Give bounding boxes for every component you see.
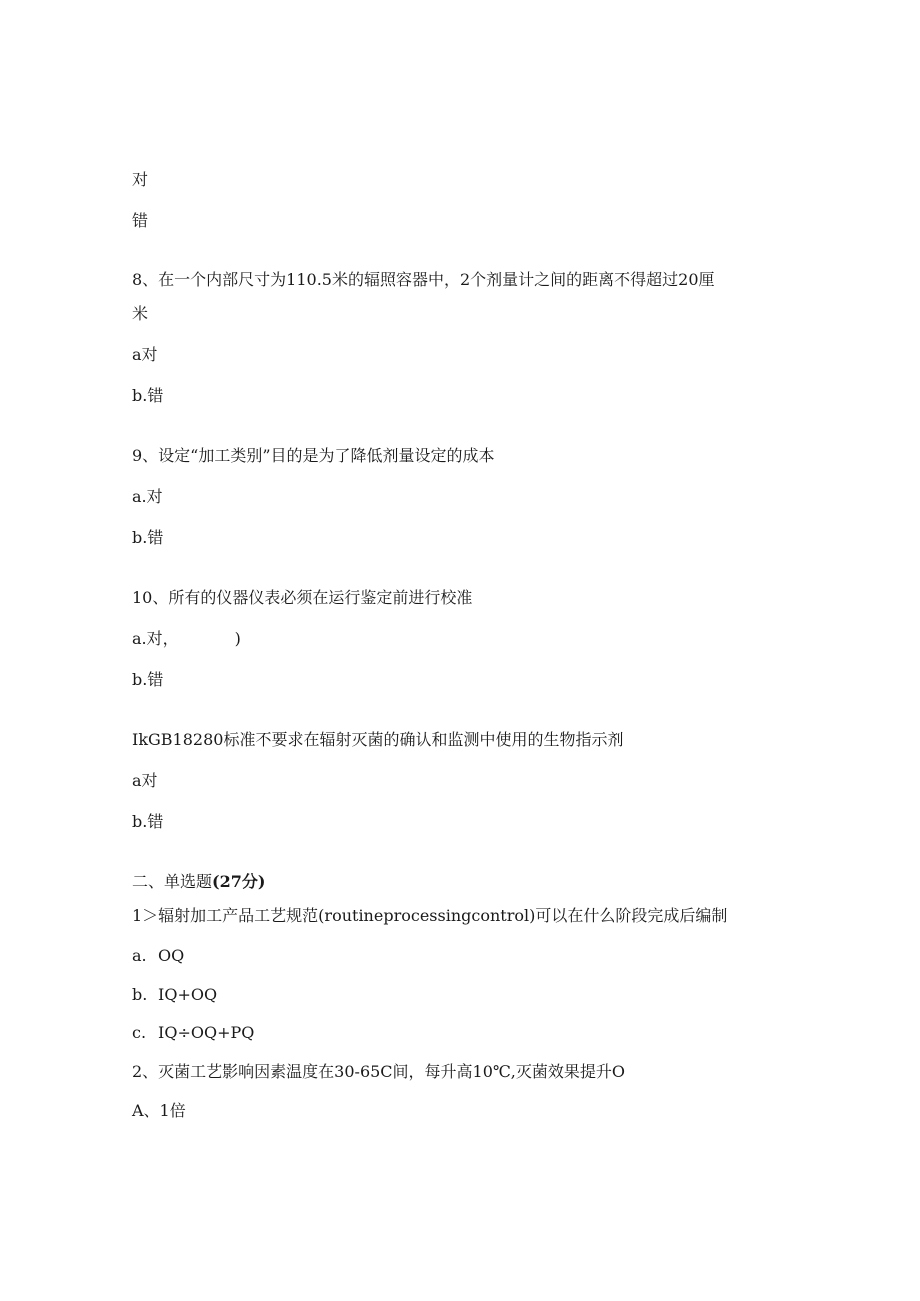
s2-question-2-text: 2、灭菌工艺影响因素温度在30-65C间，每升高10℃,灭菌效果提升O — [132, 1062, 626, 1081]
question-9-option-b: b.错 — [132, 528, 164, 547]
question-8-text: 8、在一个内部尺寸为110.5米的辐照容器中，2个剂量计之间的距离不得超过20厘 — [132, 270, 715, 289]
question-10-option-b: b.错 — [132, 670, 164, 689]
s2-question-1-option-a — [132, 946, 184, 966]
option-text: IQ÷OQ+PQ — [158, 1023, 255, 1042]
question-11-option-a: a对 — [132, 771, 158, 790]
question-8-option-b: b.错 — [132, 386, 164, 405]
s2-question-1-option-c — [132, 1023, 254, 1043]
question-10-option-a-paren: ) — [234, 629, 241, 648]
question-10-text: 10、所有的仪器仪表必须在运行鉴定前进行校准 — [132, 588, 473, 607]
option-true: 对 — [132, 170, 149, 189]
question-8-option-a: a对 — [132, 345, 158, 364]
option-letter: a. — [132, 946, 147, 965]
question-10-option-a-label: a.对， — [132, 629, 171, 648]
option-letter: b. — [132, 985, 148, 1004]
question-9-text: 9、设定“加工类别”目的是为了降低剂量设定的成本 — [132, 446, 495, 465]
option-text: IQ+OQ — [158, 985, 218, 1004]
question-11-text: IkGB18280标准不要求在辐射灭菌的确认和监测中使用的生物指示剂 — [132, 730, 624, 749]
section-2-title — [132, 872, 265, 892]
section-2-title-text: 二、单选题 — [132, 872, 213, 891]
section-2-score: (27分) — [212, 872, 266, 891]
question-9-option-a: a.对 — [132, 487, 163, 506]
question-11-option-b: b.错 — [132, 812, 164, 831]
s2-question-1-text: 1＞辐射加工产品工艺规范(routineprocessingcontrol)可以在什么阶段完成后编制 — [132, 906, 728, 925]
question-8-text-cont: 米 — [132, 304, 149, 323]
option-false: 错 — [132, 211, 149, 230]
s2-question-2-option-a: A、1倍 — [132, 1101, 186, 1120]
option-letter: c. — [132, 1023, 147, 1042]
question-10-option-a — [132, 629, 241, 649]
option-text: OQ — [158, 946, 185, 965]
s2-question-1-option-b — [132, 985, 217, 1005]
